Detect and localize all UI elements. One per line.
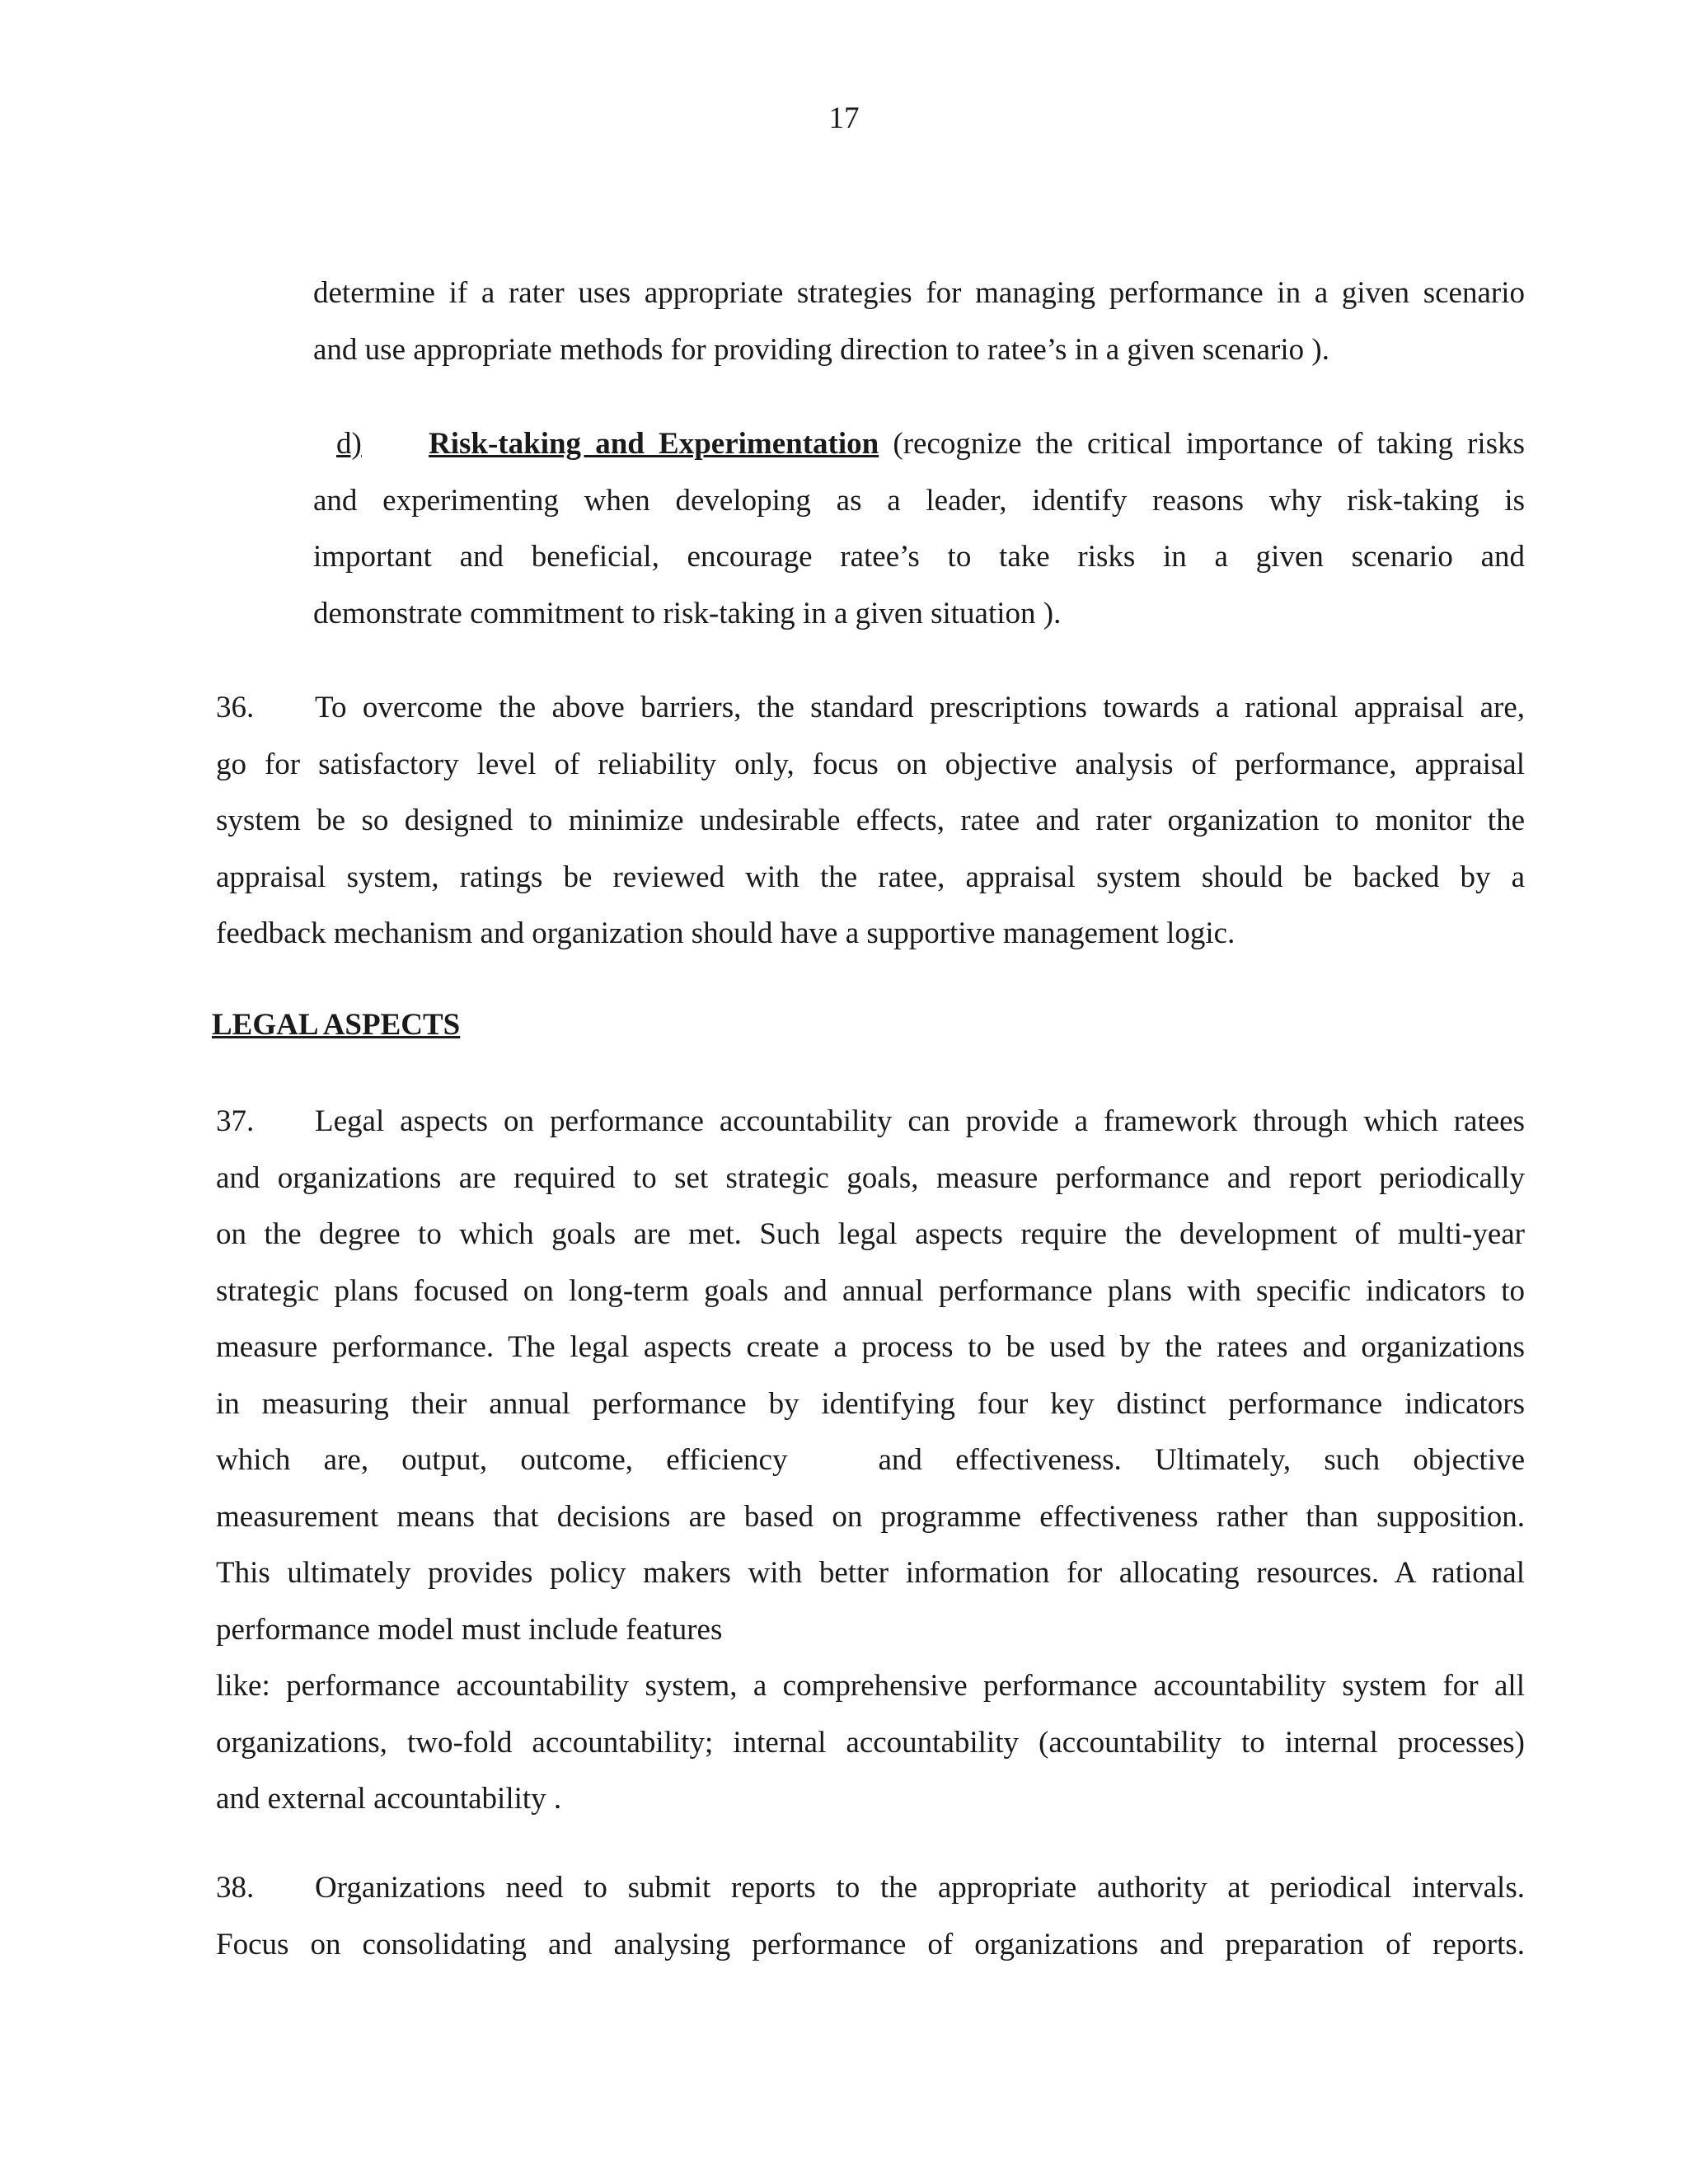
- paragraph-number: 36.: [216, 691, 255, 724]
- text-line: determine if a rater uses appropriate strategies for managing performance in a given scenario: [313, 276, 1525, 310]
- section-heading: LEGAL ASPECTS: [212, 1008, 461, 1042]
- paragraph-number: 38.: [216, 1871, 255, 1905]
- text-line: This ultimately provides policy makers with better information for allocating resources. A rational: [216, 1556, 1525, 1590]
- text-line: and organizations are required to set strategic goals, measure performance and report periodically: [216, 1160, 1525, 1195]
- paragraph-number: 37.: [216, 1104, 255, 1138]
- text-line: on the degree to which goals are met. Such legal aspects require the development of multi-year: [216, 1217, 1525, 1251]
- text-fragment: Legal aspects on performance accountability can provide a framework through which ratees: [315, 1104, 1525, 1138]
- paragraph-first-line: [216, 1860, 1525, 1917]
- paragraph-first-line: [216, 680, 1525, 737]
- text-fragment: and effectiveness. Ultimately, such objective: [878, 1443, 1525, 1477]
- item-d: [313, 416, 1525, 642]
- text-line: go for satisfactory level of reliability only, focus on objective analysis of performance, appraisal: [216, 747, 1525, 781]
- paragraph-37: [216, 1094, 1525, 1828]
- text-fragment: which are, output, outcome, efficiency: [216, 1443, 788, 1477]
- page-number: 17: [828, 101, 860, 135]
- text-fragment: Organizations need to submit reports to the appropriate authority at periodical intervals.: [315, 1871, 1525, 1905]
- text-line: appraisal system, ratings be reviewed with the ratee, appraisal system should be backed by a: [216, 860, 1525, 894]
- text-fragment: To overcome the above barriers, the standard prescriptions towards a rational appraisal are,: [315, 691, 1525, 724]
- text-line: important and beneficial, encourage ratee’s to take risks in a given scenario and: [313, 540, 1525, 574]
- text-line: organizations, two-fold accountability; internal accountability (accountability to internal processes): [216, 1725, 1525, 1760]
- text-line: like: performance accountability system, a comprehensive performance accountability system for all: [216, 1669, 1525, 1703]
- item-d-label: d): [336, 427, 362, 461]
- text-line: and experimenting when developing as a leader, identify reasons why risk-taking is: [313, 483, 1525, 518]
- text-line: performance model must include features: [216, 1612, 723, 1647]
- continuation-text: [313, 265, 1525, 378]
- text-line: and use appropriate methods for providing direction to ratee’s in a given scenario ).: [313, 332, 1329, 367]
- text-fragment: (recognize the critical importance of taking risks: [893, 427, 1525, 461]
- text-line: measurement means that decisions are based on programme effectiveness rather than supposition.: [216, 1499, 1525, 1534]
- item-d-first-line: [313, 416, 1525, 473]
- text-line: [216, 1432, 1525, 1489]
- text-line: feedback mechanism and organization should have a supportive management logic.: [216, 916, 1236, 950]
- paragraph-36: [216, 680, 1525, 963]
- paragraph-38: [216, 1860, 1525, 1973]
- text-line: measure performance. The legal aspects create a process to be used by the ratees and organizations: [216, 1330, 1525, 1364]
- text-line: demonstrate commitment to risk-taking in a given situation ).: [313, 596, 1062, 630]
- text-line: strategic plans focused on long-term goals and annual performance plans with specific indicators to: [216, 1273, 1525, 1308]
- text-line: in measuring their annual performance by identifying four key distinct performance indicators: [216, 1386, 1525, 1421]
- paragraph-first-line: [216, 1094, 1525, 1151]
- item-d-title: Risk-taking and Experimentation: [429, 427, 879, 461]
- text-line: system be so designed to minimize undesirable effects, ratee and rater organization to monitor the: [216, 804, 1525, 837]
- text-line: Focus on consolidating and analysing performance of organizations and preparation of reports.: [216, 1927, 1525, 1961]
- text-line: and external accountability .: [216, 1782, 562, 1816]
